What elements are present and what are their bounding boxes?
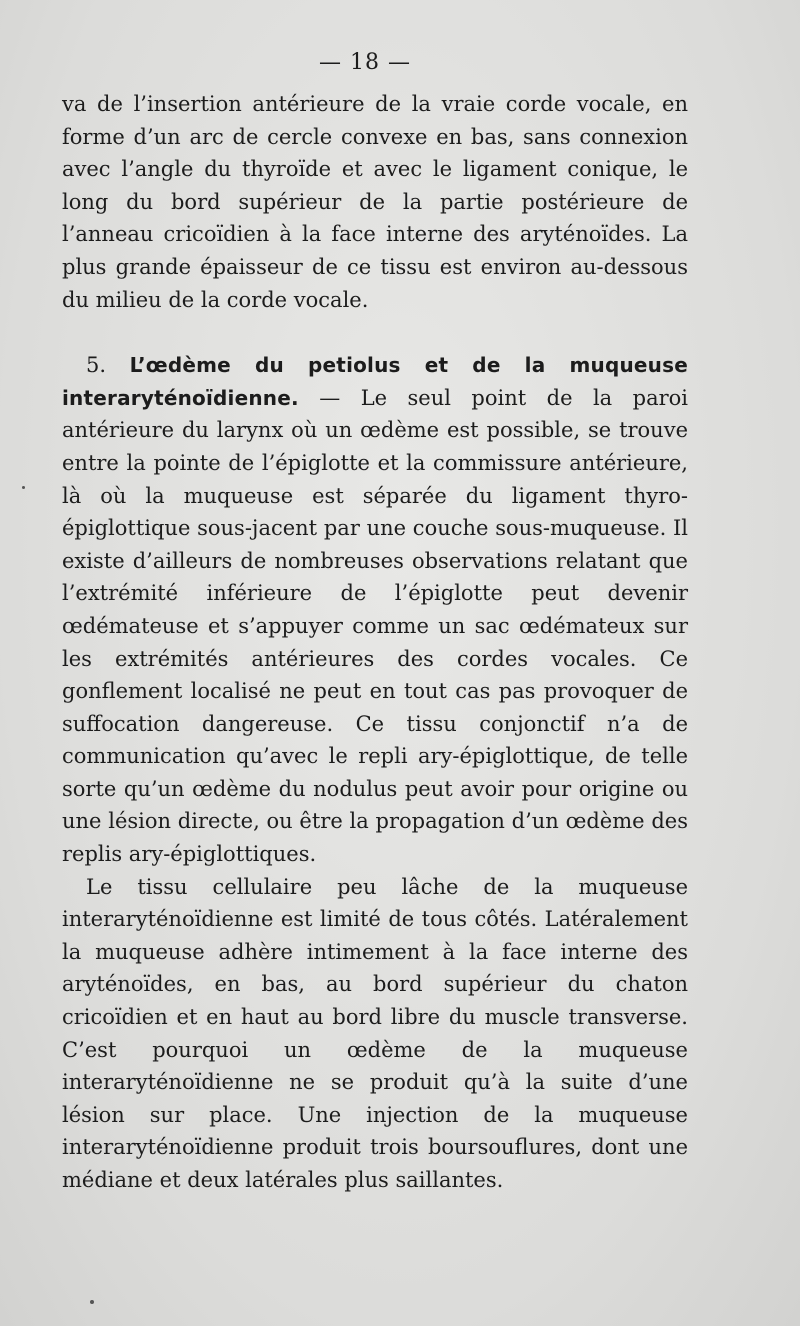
speck-mark [90,1300,94,1304]
paragraph-final: Le tissu cellulaire peu lâche de la muqueuse interaryténoïdienne est limité de tous côtés. Latéralement la muqueuse adhère intimement à la face interne des aryténoïdes, en bas, au bord supérieur du chaton cricoïdien et en haut au bord libre du muscle transverse. C’est pourquoi un œdème de la muqueuse interaryténoïdienne ne se produit qu’à la suite d’une lésion sur place. Une injection de la muqueuse interaryténoïdienne produit trois boursouflures, dont une médiane et deux latérales plus saillantes. [62,874,688,1192]
page-number: — 18 — [319,50,411,75]
speck-mark [22,486,25,489]
paragraph-continuation: va de l’insertion antérieure de la vraie corde vocale, en forme d’un arc de cercle convexe en bas, sans connexion avec l’angle du thyroïde et avec le ligament conique, le long du bord supérieur de la partie postérieure de l’anneau cricoïdien à la face interne des aryténoïdes. La plus grande épaisseur de ce tissu est environ au-dessous du milieu de la corde vocale. [62,92,688,312]
section-number: 5. [86,353,107,378]
section-text: — Le seul point de la paroi antérieure du larynx où un œdème est possible, se trouve entre la pointe de l’épiglotte et la commissure antérieure, là où la muqueuse est séparée du ligament thyro-épiglottique sous-jacent par une couche sous-muqueuse. Il existe d’ailleurs de nombreuses observations relatant que l’extrémité inférieure de l’épiglotte peut devenir œdémateuse et s’appuyer comme un sac œdémateux sur les extrémités antérieures des cordes vocales. Ce gonflement localisé ne peut en tout cas pas provoquer de suffocation dangereuse. Ce tissu conjonctif n’a de communication qu’avec le repli ary-épiglottique, de telle sorte qu’un œdème du nodulus peut avoir pour origine ou une lésion directe, ou être la propagation d’un œdème des replis ary-épiglottiques. [62,385,688,867]
paragraph-section-5 [62,349,688,871]
body-text [62,88,688,1197]
section-heading: L’œdème du petiolus et de la muqueuse interaryténoïdienne. [62,353,688,410]
